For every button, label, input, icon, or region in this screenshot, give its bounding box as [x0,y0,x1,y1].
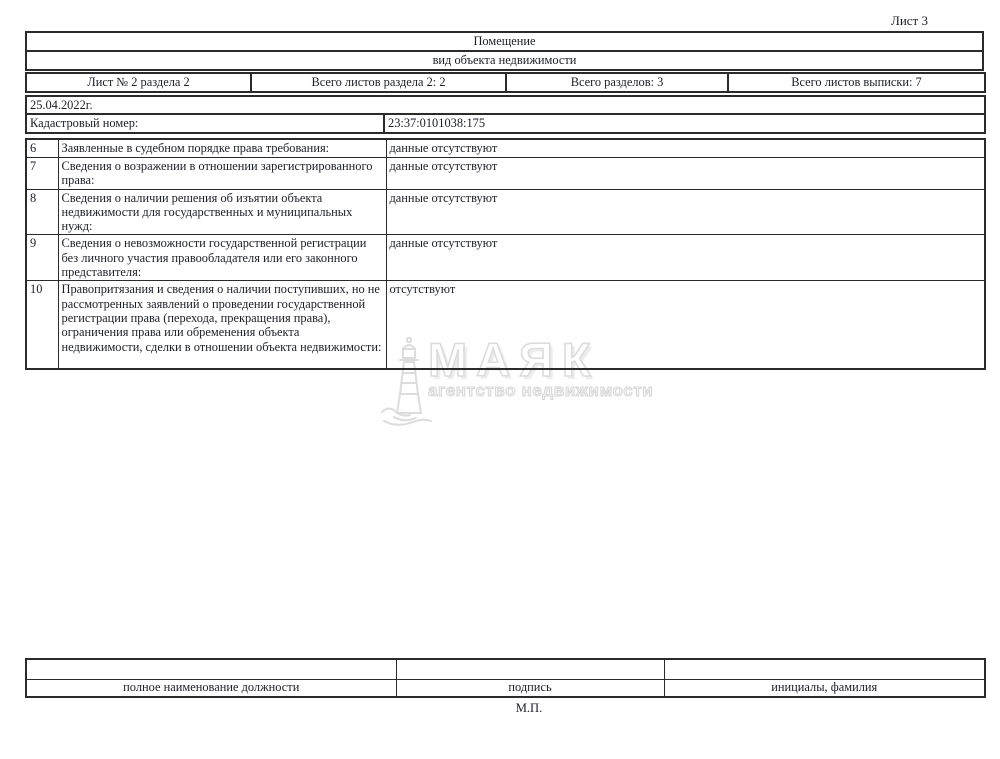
signature-column-label: инициалы, фамилия [664,680,985,697]
table-row [26,73,985,92]
sheet-info-table [25,72,986,93]
record-number: 7 [26,158,58,190]
signature-blank-row [26,659,985,680]
record-row [26,281,985,370]
record-label: Заявленные в судебном порядке права требования: [58,139,386,158]
stamp-place-label: М.П. [515,701,543,715]
record-number: 6 [26,139,58,158]
cadastral-number-value: 23:37:0101038:175 [384,114,985,132]
object-type-table [25,31,984,71]
record-value: данные отсутствуют [386,158,985,190]
object-type-caption: вид объекта недвижимости [26,51,983,70]
table-row [26,32,983,51]
watermark-subtitle: агентство недвижимости [428,381,654,400]
cadastral-number-label: Кадастровый номер: [26,114,384,132]
record-number: 8 [26,189,58,235]
table-row [26,51,983,70]
sheet-info-cell: Лист № 2 раздела 2 [26,73,251,92]
signature-blank-cell [26,659,396,680]
record-label: Сведения о возражении в отношении зарегистрированного права: [58,158,386,190]
object-type-value: Помещение [26,32,983,51]
cadastral-meta-table [25,95,986,134]
record-value: данные отсутствуют [386,235,985,281]
table-row [26,114,985,132]
signature-blank-cell [396,659,664,680]
signature-blank-cell [664,659,985,680]
sheet-info-cell: Всего разделов: 3 [506,73,728,92]
record-label: Сведения о невозможности государственной регистрации без личного участия правообладателя или его законного представителя: [58,235,386,281]
sheet-number-label: Лист 3 [891,13,928,28]
signature-labels-row [26,680,985,697]
record-row [26,189,985,235]
watermark-title: МАЯК [428,333,600,386]
table-row [26,96,985,114]
record-row [26,139,985,158]
record-row [26,235,985,281]
record-number: 10 [26,281,58,370]
record-label: Сведения о наличии решения об изъятии объекта недвижимости для государственных и муниципальных нужд: [58,189,386,235]
sheet-info-cell: Всего листов раздела 2: 2 [251,73,506,92]
record-value: отсутствуют [386,281,985,370]
sheet-info-cell: Всего листов выписки: 7 [728,73,985,92]
record-label: Правопритязания и сведения о наличии поступивших, но не рассмотренных заявлений о проведении государственной регистрации права (перехода, прекращения права), ограничения права или обременения объекта недвижимости, сделки в отношении объекта недвижимости: [58,281,386,370]
record-number: 9 [26,235,58,281]
record-value: данные отсутствуют [386,139,985,158]
records-table [25,138,986,370]
record-value: данные отсутствуют [386,189,985,235]
record-row [26,158,985,190]
document-date: 25.04.2022г. [26,96,985,114]
signature-column-label: полное наименование должности [26,680,396,697]
signature-table [25,658,986,698]
signature-column-label: подпись [396,680,664,697]
